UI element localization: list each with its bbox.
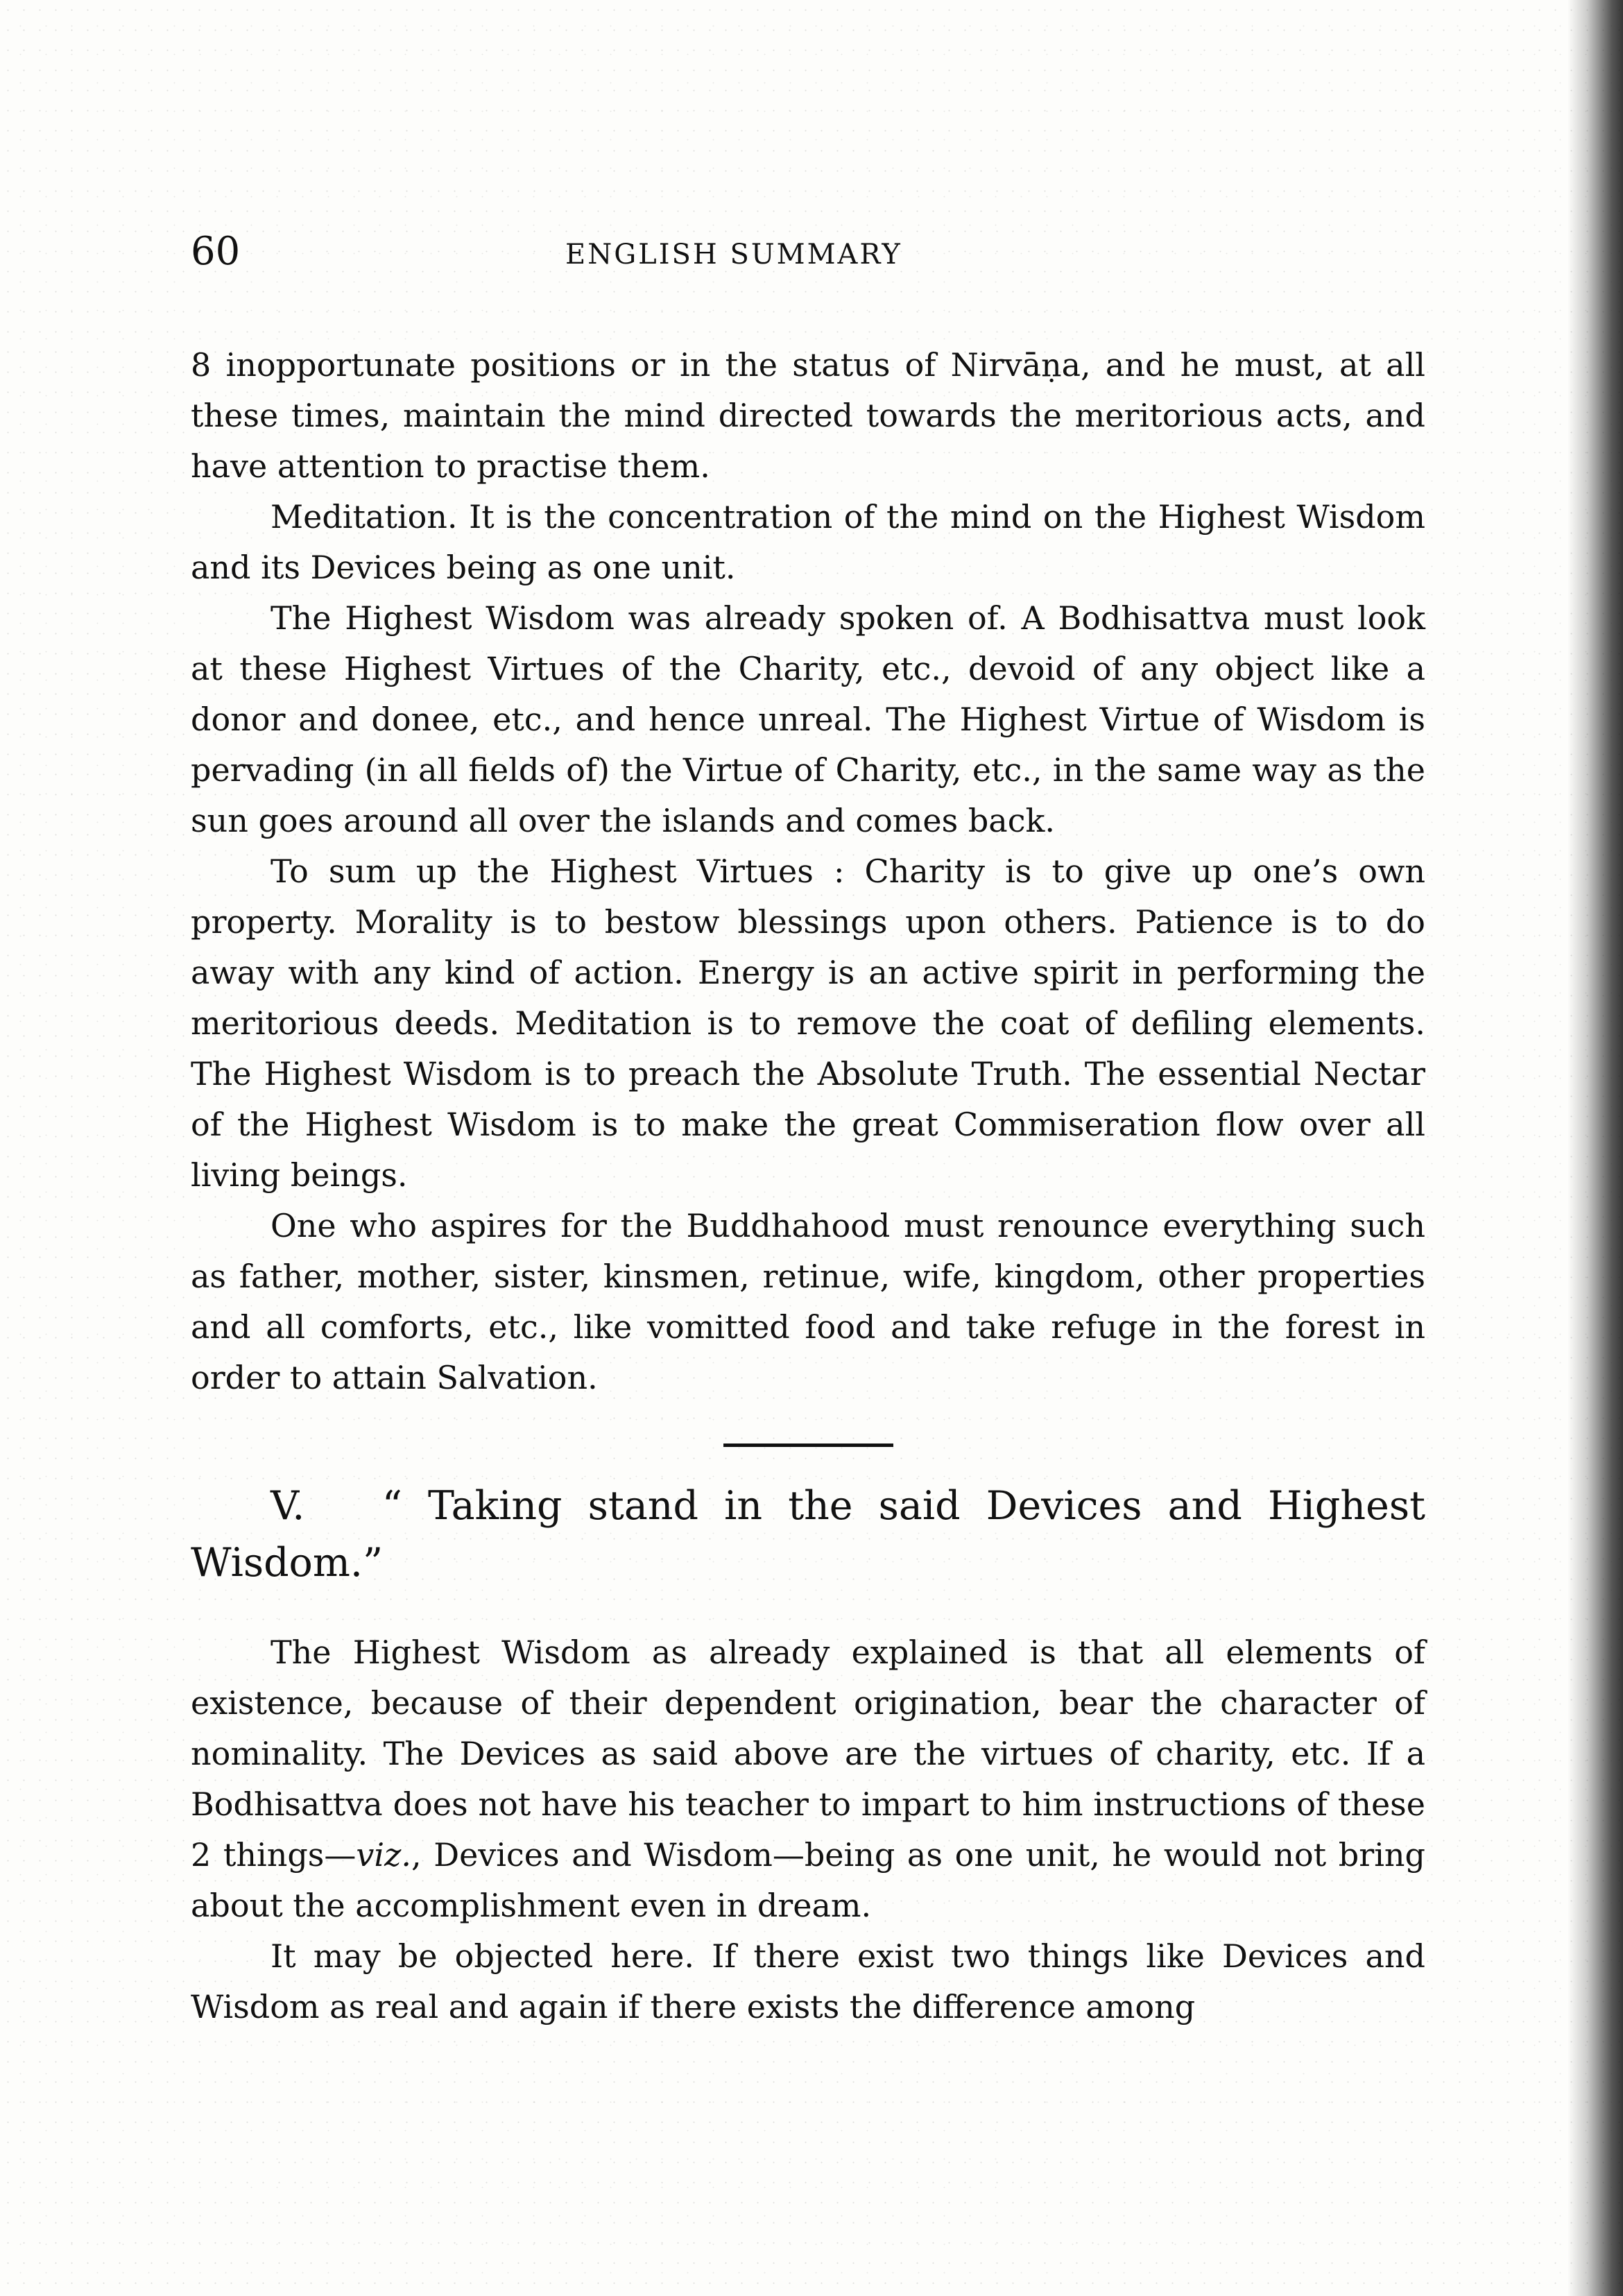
section-divider-rule: [723, 1443, 893, 1447]
running-header: [191, 229, 1425, 284]
book-gutter-shadow: [1568, 0, 1623, 2296]
paragraph-highest-wisdom: The Highest Wisdom was already spoken of. A Bodhisattva must look at these Highest Virtues of the Charity, etc., devoid of any object like a donor and donee, etc., and hence unreal. The Highest Virtue of Wisdom is pervading (in all fields of) the Virtue of Charity, etc., in the same way as the sun goes around all over the islands and comes back.: [191, 599, 1425, 839]
running-title: ENGLISH SUMMARY: [565, 239, 902, 271]
section-heading: [191, 1477, 1425, 1591]
paragraph-objection: It may be objected here. If there exist two things like Devices and Wisdom as real and again if there exists the difference among: [191, 1937, 1425, 2025]
page-number: 60: [191, 229, 241, 274]
paragraph-continuation: 8 inopportunate positions or in the status of Nirvāṇa, and he must, at all these times, maintain the mind directed towards the meritorious acts, and have attention to practise them.: [191, 346, 1425, 485]
paragraph-renunciation: One who aspires for the Buddhahood must renounce everything such as father, mother, sister, kinsmen, retinue, wife, kingdom, other properties and all comforts, etc., like vomitted food and take refuge in the forest in order to attain Salvation.: [191, 1207, 1425, 1396]
section-numeral: V.: [270, 1483, 305, 1529]
paragraph-text: , Devices and Wisdom—being as one unit, he would not bring about the accomplishment even in dream.: [191, 1836, 1426, 1924]
book-page: [191, 229, 1425, 2032]
section-title: “ Taking stand in the said Devices and Highest Wisdom.”: [191, 1483, 1425, 1586]
body-text: [191, 340, 1425, 1403]
paragraph-text: The Highest Wisdom as already explained is that all elements of existence, because of their dependent origination, bear the character of nominality. The Devices as said above are the virtues of charity, etc. If a Bodhisattva does not have his teacher to impart to him instructions of these 2 things—: [191, 1634, 1425, 1874]
section-body-text: [191, 1627, 1425, 2032]
italic-viz: viz.: [356, 1836, 411, 1874]
paragraph-sum-up-virtues: To sum up the Highest Virtues : Charity is to give up one’s own property. Morality is to bestow blessings upon others. Patience is to do away with any kind of action. Energy is an active spirit in performing the meritorious deeds. Meditation is to remove the coat of defiling elements. The Highest Wisdom is to preach the Absolute Truth. The essential Nectar of the Highest Wisdom is to make the great Commiseration flow over all living beings.: [191, 853, 1425, 1194]
paragraph-wisdom-explained: [191, 1627, 1425, 1931]
paragraph-meditation: Meditation. It is the concentration of the mind on the Highest Wisdom and its Devices being as one unit.: [191, 498, 1425, 586]
